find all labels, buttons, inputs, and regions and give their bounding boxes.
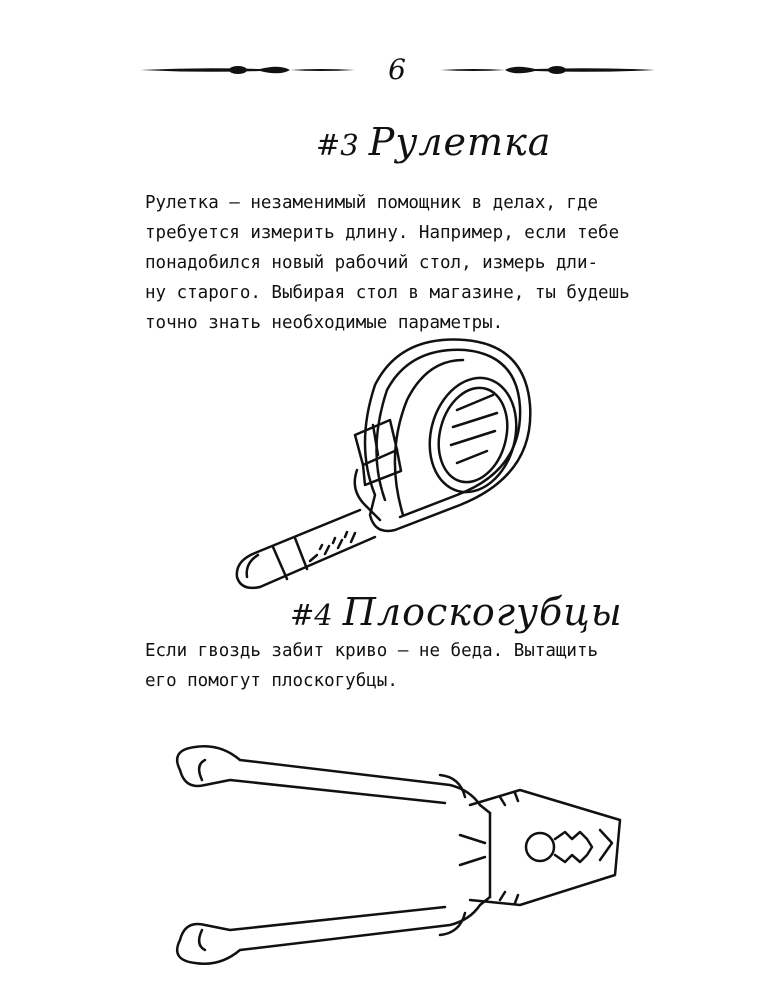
paragraph-pliers bbox=[145, 636, 705, 696]
text-line: точно знать необходимые параметры. bbox=[145, 313, 504, 333]
text-line: ну старого. Выбирая стол в магазине, ты будешь bbox=[145, 283, 630, 303]
section-number: #3 bbox=[316, 128, 359, 162]
section-name: Плоскогубцы bbox=[342, 590, 623, 634]
text-line: его помогут плоскогубцы. bbox=[145, 671, 398, 691]
text-line: требуется измерить длину. Например, если тебе bbox=[145, 223, 620, 243]
section-number: #4 bbox=[290, 598, 333, 632]
page-number: 6 bbox=[388, 53, 406, 86]
section-title-pliers bbox=[290, 590, 623, 634]
right-ornament-icon bbox=[440, 63, 655, 77]
tape-measure-icon bbox=[225, 325, 555, 595]
text-line: Если гвоздь забит криво — не беда. Вытащить bbox=[145, 641, 599, 661]
paragraph-tape-measure bbox=[145, 188, 705, 338]
text-line: понадобился новый рабочий стол, измерь дли- bbox=[145, 253, 599, 273]
pliers-icon bbox=[160, 735, 630, 985]
section-title-tape-measure bbox=[316, 120, 551, 164]
page-header bbox=[0, 50, 763, 100]
left-ornament-icon bbox=[140, 63, 355, 77]
text-line: Рулетка — незаменимый помощник в делах, где bbox=[145, 193, 599, 213]
section-name: Рулетка bbox=[368, 120, 552, 164]
